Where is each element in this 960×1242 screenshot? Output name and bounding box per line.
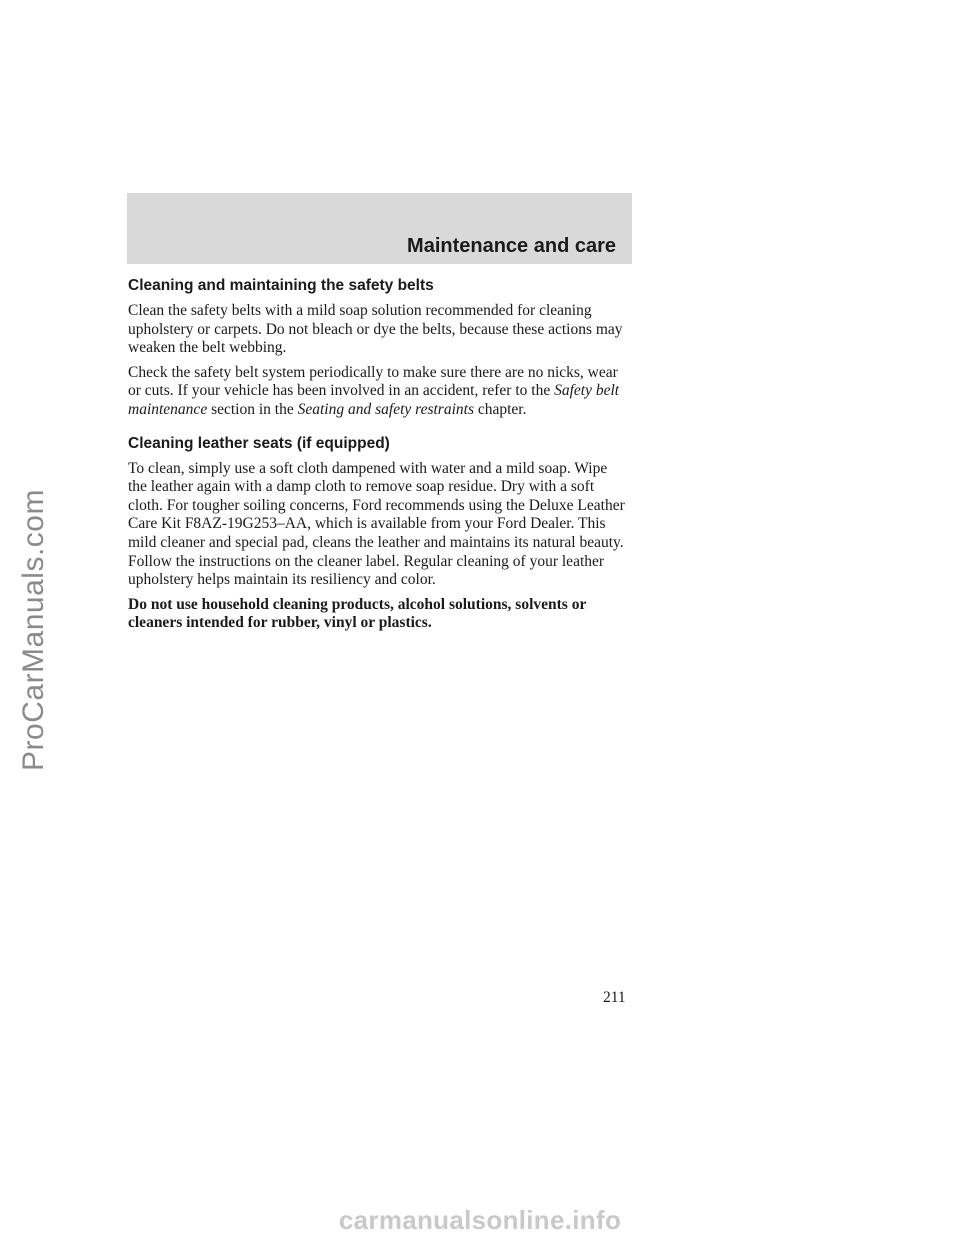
- paragraph-leather-cleaning: To clean, simply use a soft cloth dampened with water and a mild soap. Wipe the leather again with a damp cloth to remove soap residue. Dry with a soft cloth. For tougher soiling concerns, Ford recommends using the Deluxe Leather Care Kit F8AZ-19G253–AA, which is available from your Ford Dealer. This mild cleaner and special pad, cleans the leather and maintains its natural beauty. Follow the instructions on the cleaner label. Regular cleaning of your leather upholstery helps maintain its resiliency and color.: [128, 459, 625, 589]
- cross-reference-safety-belt-maintenance: Safety belt maintenance: [128, 382, 620, 418]
- page-content: [128, 276, 628, 639]
- paragraph-belt-cleaning: Clean the safety belts with a mild soap solution recommended for cleaning upholstery or carpets. Do not bleach or dye the belts, because these actions may weaken the belt webbing.: [128, 302, 623, 357]
- paragraph-belt-check-text-2: section in the: [207, 400, 298, 418]
- footer-watermark-text: carmanualsonline.info: [338, 1205, 622, 1235]
- chapter-header: [127, 193, 632, 264]
- footer-watermark: [0, 1205, 960, 1236]
- cross-reference-seating-chapter: Seating and safety restraints: [297, 400, 474, 418]
- chapter-title: Maintenance and care: [407, 235, 616, 257]
- page-number: 211: [603, 989, 626, 1006]
- paragraph-belt-check: [128, 364, 628, 420]
- side-watermark: [4, 480, 64, 780]
- section-heading-leather-seats: Cleaning leather seats (if equipped): [128, 434, 390, 452]
- side-watermark-text: ProCarManuals.com: [17, 489, 50, 771]
- warning-paragraph: Do not use household cleaning products, alcohol solutions, solvents or cleaners intended for rubber, vinyl or plastics.: [128, 595, 587, 632]
- paragraph-belt-check-text-3: chapter.: [473, 400, 527, 418]
- section-heading-safety-belts: Cleaning and maintaining the safety belts: [128, 277, 434, 294]
- paragraph-belt-check-text-1: Check the safety belt system periodically to make sure there are no nicks, wear or cuts. If your vehicle has been involved in an accident, refer to the: [128, 363, 618, 400]
